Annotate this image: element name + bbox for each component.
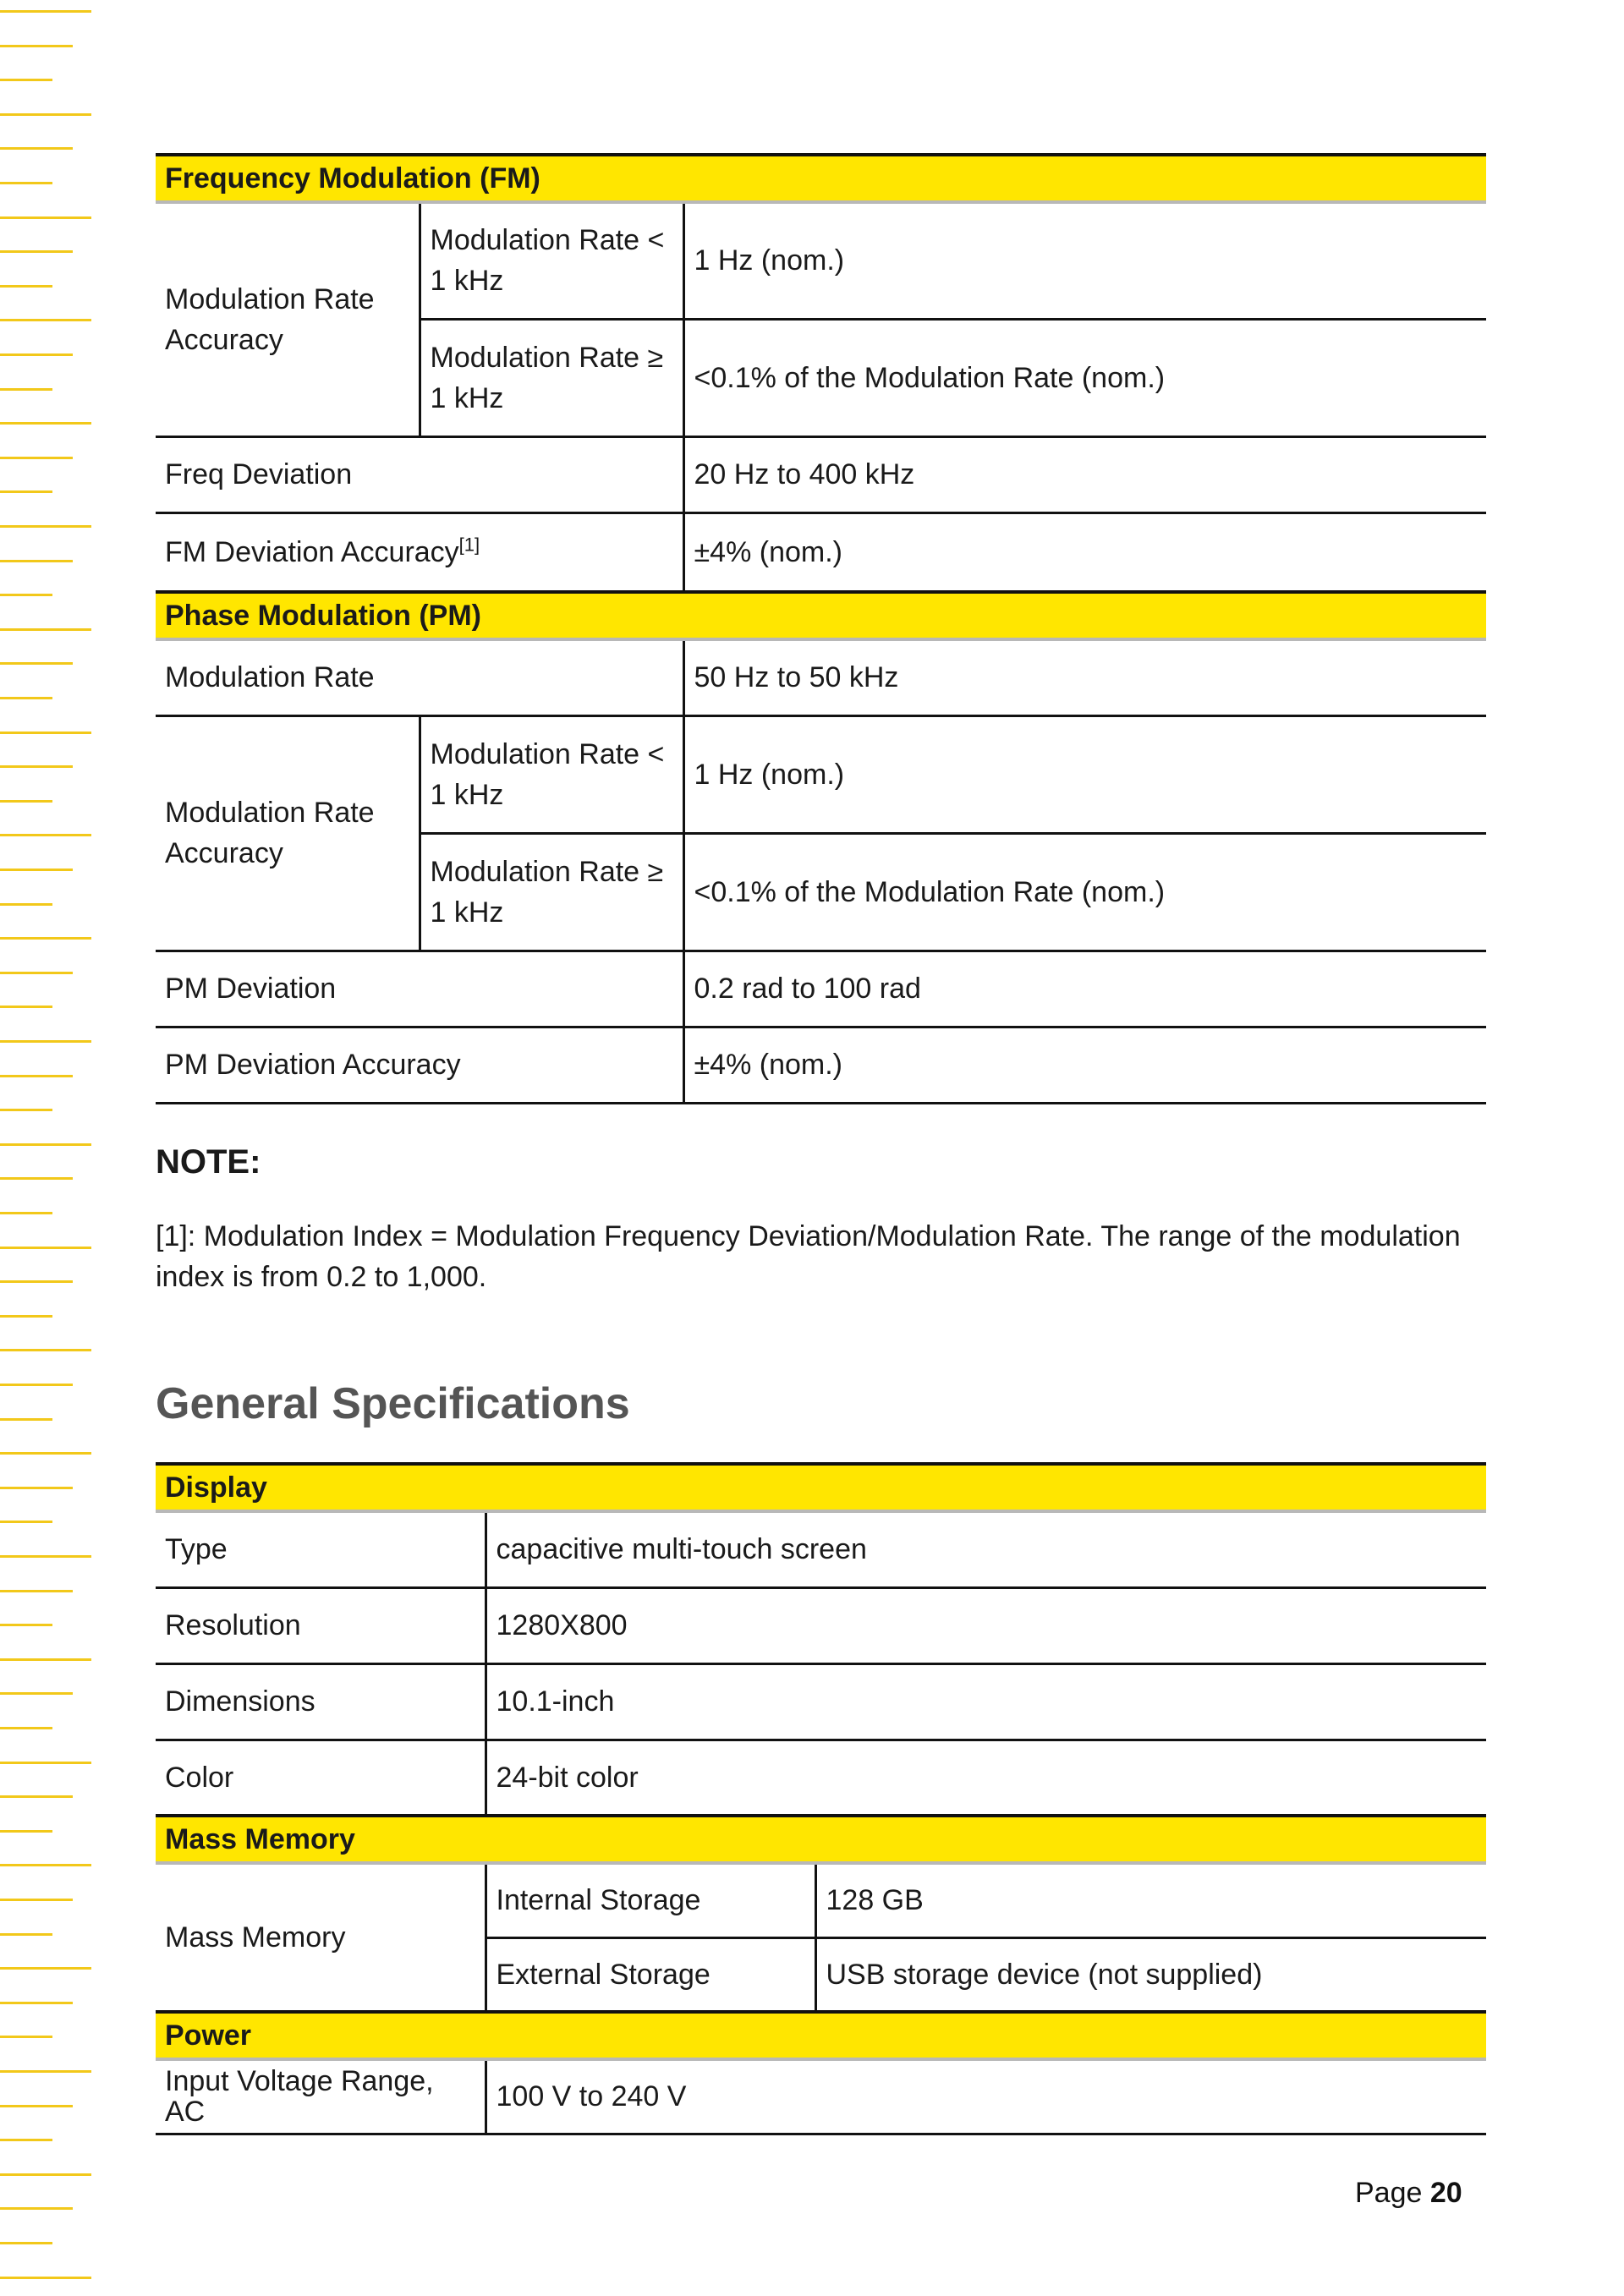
- margin-mark: [0, 182, 52, 184]
- margin-mark: [0, 1384, 73, 1386]
- display-type-label: Type: [156, 1511, 486, 1587]
- margin-mark: [0, 1487, 73, 1489]
- page-number: [1355, 2177, 1462, 2210]
- display-dimensions-label: Dimensions: [156, 1663, 486, 1740]
- margin-mark: [0, 147, 73, 150]
- pm-mod-rate-accuracy-label: Modulation Rate Accuracy: [156, 715, 420, 951]
- table-row: [156, 715, 1486, 833]
- pm-sub-ge-label: Modulation Rate ≥ 1 kHz: [420, 833, 683, 951]
- margin-mark: [0, 560, 73, 562]
- margin-mark: [0, 319, 91, 321]
- pm-section-header: [156, 592, 1486, 639]
- mass-memory-section-title: Mass Memory: [156, 1816, 1486, 1863]
- margin-mark: [0, 903, 52, 906]
- margin-mark: [0, 1762, 91, 1764]
- table-row: [156, 512, 1486, 592]
- margin-mark: [0, 869, 73, 871]
- general-spec-table: [156, 1462, 1486, 2135]
- margin-mark: [0, 250, 73, 253]
- margin-mark: [0, 1040, 91, 1043]
- margin-mark: [0, 1624, 52, 1626]
- table-row: [156, 1511, 1486, 1587]
- footnote-ref: [1]: [458, 534, 480, 556]
- margin-mark: [0, 1109, 52, 1111]
- table-row: [156, 436, 1486, 512]
- modulation-spec-table: [156, 153, 1486, 1104]
- margin-mark: [0, 628, 91, 631]
- margin-mark: [0, 79, 52, 81]
- table-row: [156, 1027, 1486, 1103]
- margin-mark: [0, 1349, 91, 1351]
- margin-mark: [0, 285, 52, 288]
- margin-mark: [0, 1830, 52, 1833]
- margin-mark: [0, 697, 52, 699]
- section-heading: General Specifications: [156, 1379, 630, 1428]
- page-label: Page: [1355, 2177, 1423, 2209]
- margin-mark: [0, 113, 91, 116]
- pm-sub-ge-value: <0.1% of the Modulation Rate (nom.): [683, 833, 1486, 951]
- margin-mark: [0, 1899, 73, 1901]
- margin-mark: [0, 1075, 73, 1077]
- pm-section-title: Phase Modulation (PM): [156, 592, 1486, 639]
- margin-mark: [0, 834, 91, 836]
- margin-mark: [0, 1418, 52, 1421]
- page-number-value: 20: [1429, 2177, 1462, 2209]
- table-row: [156, 951, 1486, 1027]
- fm-sub-lt-value: 1 Hz (nom.): [683, 202, 1486, 319]
- note-title: NOTE:: [156, 1143, 261, 1181]
- mass-memory-section-header: [156, 1816, 1486, 1863]
- margin-mark: [0, 1212, 52, 1214]
- margin-mark: [0, 2002, 73, 2004]
- table-row: [156, 2059, 1486, 2134]
- note-text: [1]: Modulation Index = Modulation Frequency Deviation/Modulation Rate. The range of the modulation index is from 0.2 to 1,000.: [156, 1220, 1461, 1293]
- external-storage-label: External Storage: [486, 1937, 815, 2012]
- margin-mark: [0, 2105, 73, 2107]
- margin-mark: [0, 1315, 52, 1318]
- table-row: [156, 639, 1486, 715]
- pm-deviation-label: PM Deviation: [156, 951, 683, 1027]
- display-section-header: [156, 1464, 1486, 1511]
- margin-mark: [0, 1658, 91, 1661]
- display-color-label: Color: [156, 1740, 486, 1816]
- power-section-title: Power: [156, 2012, 1486, 2059]
- margin-mark: [0, 594, 52, 596]
- margin-mark: [0, 353, 73, 356]
- display-section-title: Display: [156, 1464, 1486, 1511]
- display-color-value: 24-bit color: [486, 1740, 1486, 1816]
- fm-sub-lt-label: Modulation Rate < 1 kHz: [420, 202, 683, 319]
- margin-mark: [0, 1590, 73, 1592]
- table-row: [156, 202, 1486, 319]
- table-row: [156, 1863, 1486, 1937]
- pm-dev-accuracy-label: PM Deviation Accuracy: [156, 1027, 683, 1103]
- fm-section-header: [156, 155, 1486, 202]
- margin-mark: [0, 10, 91, 13]
- margin-mark: [0, 2173, 91, 2176]
- margin-mark: [0, 1967, 91, 1970]
- margin-mark: [0, 1555, 91, 1558]
- fm-dev-accuracy-cell: [156, 512, 683, 592]
- margin-mark: [0, 937, 91, 940]
- margin-mark: [0, 525, 91, 528]
- table-row: [156, 1587, 1486, 1663]
- mass-memory-label: Mass Memory: [156, 1863, 486, 2012]
- margin-mark: [0, 457, 73, 459]
- fm-section-title: Frequency Modulation (FM): [156, 155, 1486, 202]
- margin-mark: [0, 732, 91, 734]
- power-section-header: [156, 2012, 1486, 2059]
- display-resolution-value: 1280X800: [486, 1587, 1486, 1663]
- fm-dev-accuracy-value: ±4% (nom.): [683, 512, 1486, 592]
- margin-mark: [0, 2277, 91, 2279]
- margin-mark: [0, 1727, 52, 1729]
- pm-deviation-value: 0.2 rad to 100 rad: [683, 951, 1486, 1027]
- display-dimensions-value: 10.1-inch: [486, 1663, 1486, 1740]
- margin-mark: [0, 1280, 73, 1283]
- input-voltage-value: 100 V to 240 V: [486, 2059, 1486, 2134]
- freq-deviation-value: 20 Hz to 400 kHz: [683, 436, 1486, 512]
- margin-mark: [0, 765, 73, 768]
- margin-mark: [0, 422, 91, 425]
- margin-mark: [0, 1143, 91, 1146]
- fm-sub-ge-label: Modulation Rate ≥ 1 kHz: [420, 319, 683, 436]
- margin-mark: [0, 972, 73, 974]
- margin-mark: [0, 2070, 91, 2073]
- pm-sub-lt-value: 1 Hz (nom.): [683, 715, 1486, 833]
- margin-decoration: [0, 0, 102, 2296]
- fm-dev-accuracy-label: FM Deviation Accuracy: [165, 535, 459, 568]
- table-row: [156, 1740, 1486, 1816]
- fm-sub-ge-value: <0.1% of the Modulation Rate (nom.): [683, 319, 1486, 436]
- external-storage-value: USB storage device (not supplied): [815, 1937, 1486, 2012]
- margin-mark: [0, 1933, 52, 1936]
- pm-dev-accuracy-value: ±4% (nom.): [683, 1027, 1486, 1103]
- margin-mark: [0, 45, 73, 47]
- display-resolution-label: Resolution: [156, 1587, 486, 1663]
- margin-mark: [0, 1864, 91, 1866]
- internal-storage-label: Internal Storage: [486, 1863, 815, 1937]
- margin-mark: [0, 1692, 73, 1695]
- pm-sub-lt-label: Modulation Rate < 1 kHz: [420, 715, 683, 833]
- freq-deviation-label: Freq Deviation: [156, 436, 683, 512]
- margin-mark: [0, 2242, 52, 2244]
- margin-mark: [0, 2036, 52, 2038]
- margin-mark: [0, 1177, 73, 1180]
- margin-mark: [0, 1452, 91, 1455]
- internal-storage-value: 128 GB: [815, 1863, 1486, 1937]
- pm-mod-rate-value: 50 Hz to 50 kHz: [683, 639, 1486, 715]
- display-type-value: capacitive multi-touch screen: [486, 1511, 1486, 1587]
- margin-mark: [0, 800, 52, 803]
- margin-mark: [0, 1521, 52, 1523]
- input-voltage-label: Input Voltage Range, AC: [156, 2059, 486, 2134]
- margin-mark: [0, 2139, 52, 2141]
- margin-mark: [0, 662, 73, 665]
- margin-mark: [0, 1247, 91, 1249]
- margin-mark: [0, 216, 91, 219]
- margin-mark: [0, 2207, 73, 2210]
- margin-mark: [0, 1795, 73, 1798]
- fm-mod-rate-accuracy-label: Modulation Rate Accuracy: [156, 202, 420, 436]
- margin-mark: [0, 1006, 52, 1008]
- pm-mod-rate-label: Modulation Rate: [156, 639, 683, 715]
- table-row: [156, 1663, 1486, 1740]
- margin-mark: [0, 388, 52, 391]
- margin-mark: [0, 490, 52, 493]
